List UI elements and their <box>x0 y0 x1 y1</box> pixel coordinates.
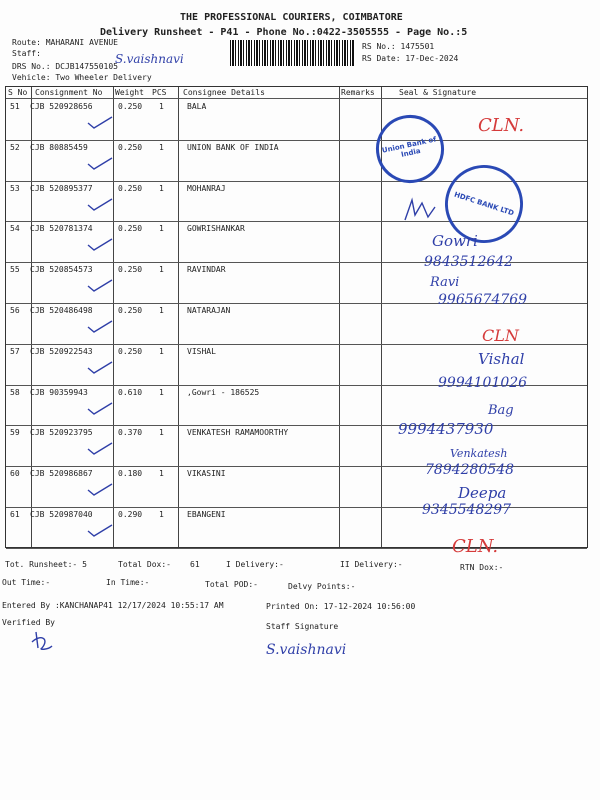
gowri-phone-hw: 9843512642 <box>424 254 514 270</box>
venkatesh-phone-hw: 7894280548 <box>425 462 515 478</box>
cell-cn: CJB 90359943 <box>30 387 88 397</box>
out-time: Out Time:- <box>2 578 51 587</box>
runsheet-table <box>5 86 588 548</box>
cell-pcs: 1 <box>159 224 164 234</box>
cell-consignee: VIKASINI <box>187 469 226 479</box>
cell-weight: 0.250 <box>118 265 143 275</box>
signature-scribble <box>400 195 440 225</box>
entered-by: Entered By :KANCHANAP41 12/17/2024 10:55:17 AM <box>2 601 224 610</box>
delivery-tick-mark <box>86 197 114 211</box>
cell-weight: 0.610 <box>118 387 143 397</box>
company-name: THE PROFESSIONAL COURIERS, COIMBATORE <box>180 12 403 23</box>
delivery-tick-mark <box>86 156 114 170</box>
ii-delivery: II Delivery:- <box>340 560 403 569</box>
cell-sno: 51 <box>10 102 20 111</box>
runsheet-title: Delivery Runsheet - P41 - Phone No.:0422-3505555 - Page No.:5 <box>100 27 468 38</box>
cell-pcs: 1 <box>159 510 164 519</box>
gowri-name-hw: Gowri <box>432 232 478 250</box>
staff-handwritten-name: S.vaishnavi <box>115 52 184 66</box>
verified-by: Verified By <box>2 618 55 627</box>
cell-sno: 59 <box>10 428 20 438</box>
cell-consignee: EBANGENI <box>187 510 226 519</box>
staff-signature-hw: S.vaishnavi <box>266 642 347 658</box>
cell-consignee: RAVINDAR <box>187 265 226 275</box>
cell-consignee: NATARAJAN <box>187 306 231 315</box>
cell-pcs: 1 <box>159 102 164 111</box>
col-header-sno: S No <box>8 88 28 97</box>
bag-note-hw: Bag <box>488 403 514 418</box>
cell-sno: 55 <box>10 265 20 275</box>
delivery-tick-mark <box>86 401 114 415</box>
cell-cn: CJB 520987040 <box>30 510 93 519</box>
deepa-phone-hw: 9345548297 <box>422 502 512 518</box>
drs-number: DRS No.: DCJB147550105 <box>12 62 118 71</box>
route-label: Route: MAHARANI AVENUE <box>12 38 118 47</box>
cell-pcs: 1 <box>159 469 164 479</box>
cell-cn: CJB 520486498 <box>30 306 93 315</box>
cell-weight: 0.250 <box>118 102 143 111</box>
cell-cn: CJB 520781374 <box>30 224 93 234</box>
cell-pcs: 1 <box>159 142 164 152</box>
delivery-tick-mark <box>86 482 114 496</box>
staff-signature-label: Staff Signature <box>266 622 339 631</box>
rtn-dox: RTN Dox:- <box>460 563 504 572</box>
i-delivery: I Delivery:- <box>226 560 284 569</box>
delivery-tick-mark <box>86 278 114 292</box>
cell-consignee: BALA <box>187 102 207 111</box>
delivery-tick-mark <box>86 319 114 333</box>
printed-on: Printed On: 17-12-2024 10:56:00 <box>266 602 416 611</box>
cell-pcs: 1 <box>159 265 164 275</box>
cell-consignee: VISHAL <box>187 346 216 356</box>
deepa-name-hw: Deepa <box>458 484 507 502</box>
gowri2-phone-hw: 9994437930 <box>398 420 494 438</box>
total-runsheet: Tot. Runsheet:- 5 <box>5 560 87 569</box>
total-dox-label: Total Dox:- <box>118 560 171 569</box>
union-bank-stamp: Union Bank of India <box>370 109 451 190</box>
delivery-tick-mark <box>86 237 114 251</box>
cell-pcs: 1 <box>159 346 164 356</box>
rs-number: RS No.: 1475501 <box>362 42 435 51</box>
col-header-consignee: Consignee Details <box>183 88 265 97</box>
cln-mark-2: CLN <box>482 326 519 345</box>
cell-consignee: VENKATESH RAMAMOORTHY <box>187 428 289 438</box>
cln-mark-3: CLN. <box>452 536 499 557</box>
cell-sno: 60 <box>10 469 20 479</box>
cell-weight: 0.370 <box>118 428 143 438</box>
cell-cn: CJB 520923795 <box>30 428 93 438</box>
cell-weight: 0.250 <box>118 142 143 152</box>
cell-weight: 0.290 <box>118 510 143 519</box>
cell-cn: CJB 520895377 <box>30 183 93 193</box>
delivery-tick-mark <box>86 360 114 374</box>
cell-sno: 61 <box>10 510 20 519</box>
col-header-consignment: Consignment No <box>35 88 103 97</box>
cell-cn: CJB 520854573 <box>30 265 93 275</box>
vishal-name-hw: Vishal <box>478 350 525 368</box>
cell-consignee: ,Gowri - 186525 <box>187 387 260 397</box>
delivery-tick-mark <box>86 441 114 455</box>
cell-pcs: 1 <box>159 428 164 438</box>
cell-consignee: MOHANRAJ <box>187 183 226 193</box>
col-header-pcs: PCS <box>152 88 167 97</box>
cln-mark-1: CLN. <box>478 115 525 136</box>
venkatesh-name-hw: Venkatesh <box>450 447 508 460</box>
cell-weight: 0.250 <box>118 224 143 234</box>
cell-pcs: 1 <box>159 306 164 315</box>
hdfc-bank-stamp: HDFC BANK LTD <box>435 155 533 253</box>
cell-weight: 0.250 <box>118 183 143 193</box>
cell-cn: CJB 80885459 <box>30 142 88 152</box>
cell-consignee: UNION BANK OF INDIA <box>187 142 279 152</box>
cell-cn: CJB 520986867 <box>30 469 93 479</box>
vehicle-type: Vehicle: Two Wheeler Delivery <box>12 73 152 82</box>
staff-label: Staff: <box>12 49 41 58</box>
cell-weight: 0.180 <box>118 469 143 479</box>
verifier-signature <box>28 628 58 652</box>
delivery-tick-mark <box>86 115 114 129</box>
cell-cn: CJB 520928656 <box>30 102 93 111</box>
cell-weight: 0.250 <box>118 306 143 315</box>
cell-weight: 0.250 <box>118 346 143 356</box>
cell-sno: 56 <box>10 306 20 315</box>
barcode <box>230 40 355 66</box>
col-header-seal: Seal & Signature <box>399 88 477 97</box>
vishal-phone-hw: 9994101026 <box>438 375 528 391</box>
total-pod: Total POD:- <box>205 580 258 589</box>
delivery-tick-mark <box>86 523 114 537</box>
cell-sno: 53 <box>10 183 20 193</box>
cell-pcs: 1 <box>159 387 164 397</box>
cell-sno: 57 <box>10 346 20 356</box>
col-header-weight: Weight <box>115 88 144 97</box>
cell-cn: CJB 520922543 <box>30 346 93 356</box>
cell-pcs: 1 <box>159 183 164 193</box>
ravi-name-hw: Ravi <box>430 275 460 290</box>
cell-consignee: GOWRISHANKAR <box>187 224 245 234</box>
cell-sno: 52 <box>10 142 20 152</box>
total-dox-value: 61 <box>190 560 200 569</box>
delvy-points: Delvy Points:- <box>288 582 356 591</box>
in-time: In Time:- <box>106 578 150 587</box>
ravi-phone-hw: 9965674769 <box>438 292 528 308</box>
cell-sno: 54 <box>10 224 20 234</box>
rs-date: RS Date: 17-Dec-2024 <box>362 54 459 63</box>
col-header-remarks: Remarks <box>341 88 375 97</box>
cell-sno: 58 <box>10 387 20 397</box>
